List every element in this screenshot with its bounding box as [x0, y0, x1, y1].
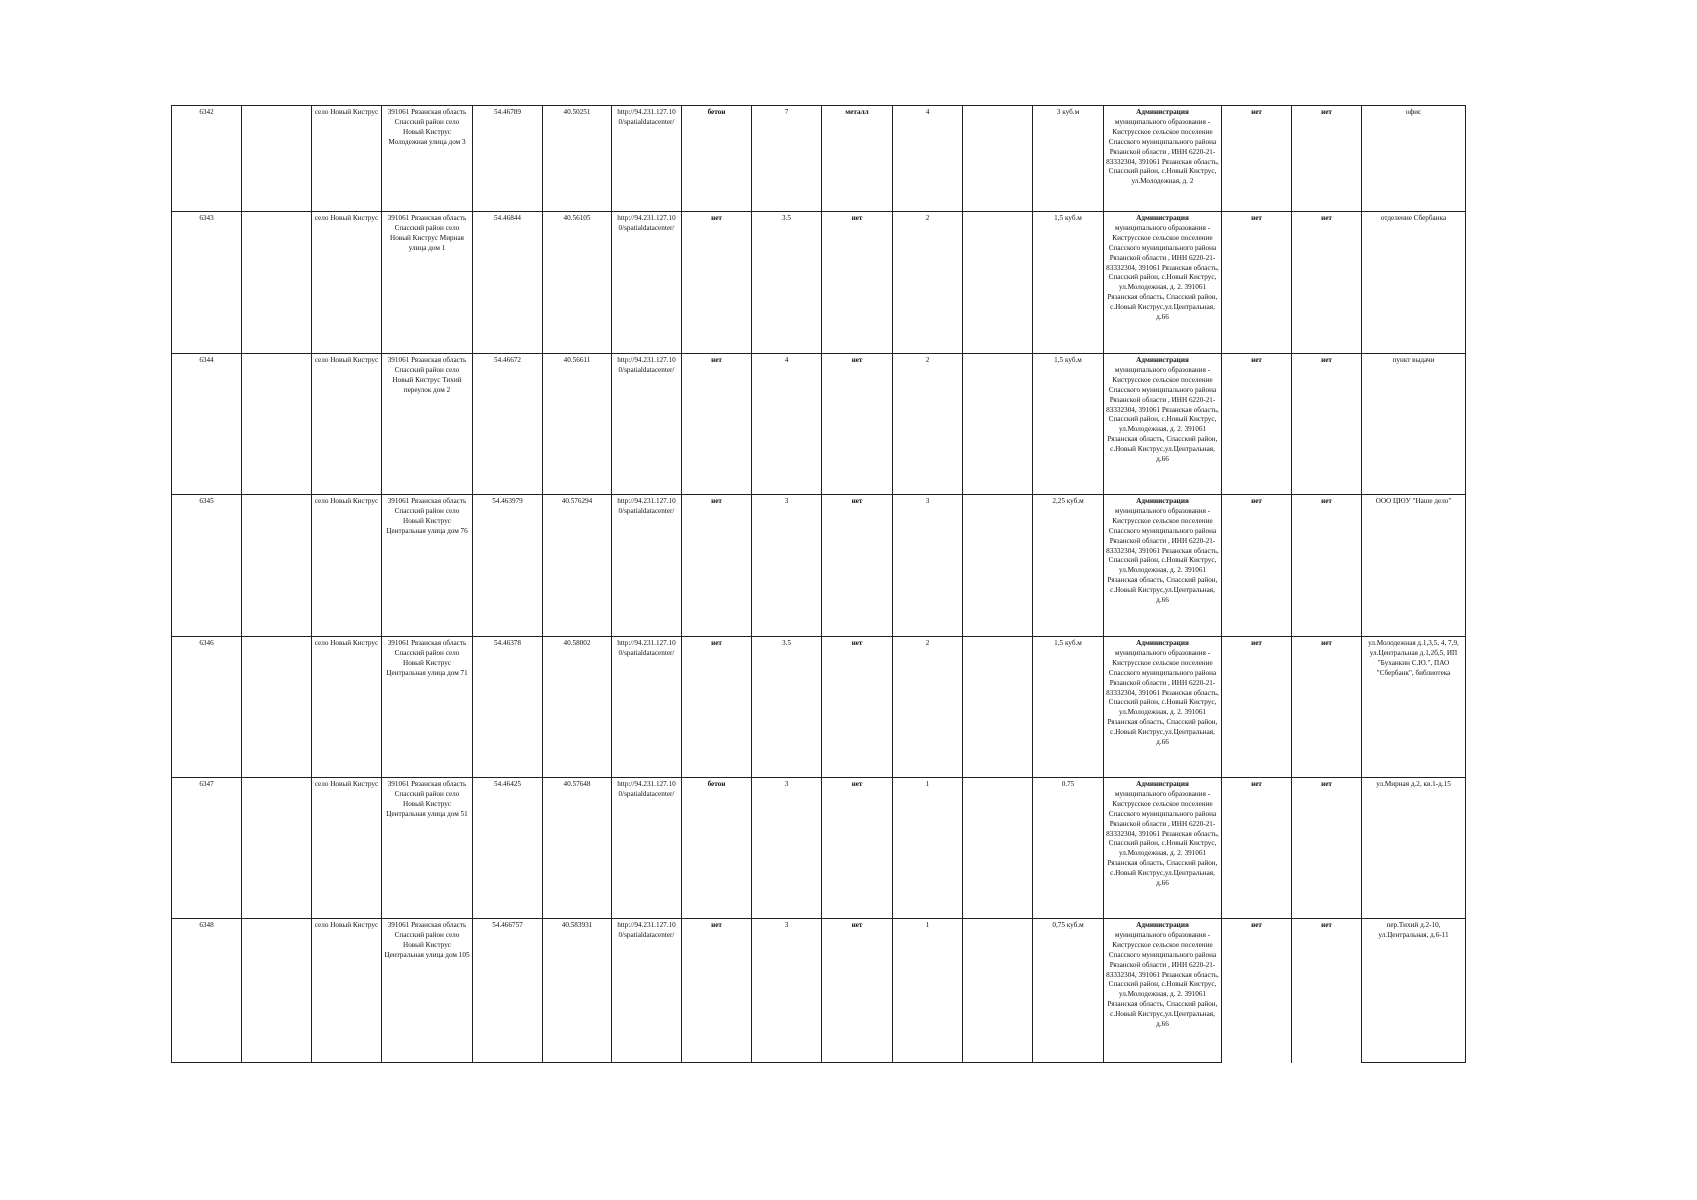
cell-owner — [1104, 212, 1222, 354]
cell-record-number: 6345 — [172, 495, 242, 637]
cell-map-url: http://94.231.127.10 0/spatialdatacenter/ — [612, 778, 682, 919]
cell-container-count: 2 — [893, 354, 963, 495]
cell-sources: офис — [1362, 106, 1466, 212]
cell-record-number: 6347 — [172, 778, 242, 919]
owner-heading: Администрация — [1136, 214, 1189, 222]
cell-surface: нет — [682, 495, 752, 637]
cell-container-count: 4 — [893, 106, 963, 212]
cell-flag-1: нет — [1222, 778, 1292, 919]
cell-sources: отделение Сбербанка — [1362, 212, 1466, 354]
cell-area: 3.5 — [752, 637, 822, 778]
owner-details: муниципального образования - Киструсское сельское поселение Спасского муниципального района Рязанской области , ИНН 6220-21-83332304, 391061 Рязанская область, Спасский район, с.Новый Киструс, ул.Молодежная, д. 2. 391061 Рязанская область, Спасский район, с.Новый Киструс,ул.Центральная, д.66 — [1106, 365, 1219, 464]
cell-settlement: село Новый Киструс — [312, 106, 382, 212]
cell-cover: нет — [822, 354, 893, 495]
cell-record-number: 6346 — [172, 637, 242, 778]
cell-empty-2 — [963, 212, 1033, 354]
cell-empty-2 — [963, 354, 1033, 495]
cell-empty — [242, 637, 312, 778]
cell-volume: 3 куб.м — [1033, 106, 1104, 212]
cell-settlement: село Новый Киструс — [312, 919, 382, 1063]
table-row — [172, 637, 1466, 778]
cell-record-number: 6348 — [172, 919, 242, 1063]
cell-empty-2 — [963, 778, 1033, 919]
cell-volume: 2,25 куб.м — [1033, 495, 1104, 637]
cell-owner — [1104, 778, 1222, 919]
cell-sources: ул.Мирная д.2, кв.1-д.15 — [1362, 778, 1466, 919]
table-row — [172, 106, 1466, 212]
cell-map-url: http://94.231.127.10 0/spatialdatacenter/ — [612, 637, 682, 778]
cell-address: 391061 Рязанская область Спасский район село Новый Киструс Центральная улица дом 76 — [382, 495, 473, 637]
owner-heading: Администрация — [1136, 921, 1189, 929]
cell-flag-2: нет — [1292, 354, 1362, 495]
cell-address: 391061 Рязанская область Спасский район село Новый Киструс Центральная улица дом 51 — [382, 778, 473, 919]
cell-settlement: село Новый Киструс — [312, 637, 382, 778]
cell-container-count: 2 — [893, 637, 963, 778]
cell-empty-2 — [963, 919, 1033, 1063]
cell-cover: нет — [822, 637, 893, 778]
owner-heading: Администрация — [1136, 639, 1189, 647]
cell-empty-2 — [963, 106, 1033, 212]
cell-surface: бетон — [682, 106, 752, 212]
cell-area: 3 — [752, 778, 822, 919]
cell-map-url: http://94.231.127.10 0/spatialdatacenter/ — [612, 919, 682, 1063]
cell-longitude: 40.58002 — [543, 637, 612, 778]
cell-sources: пер.Тихий д.2-10, ул.Центральная, д.6-11 — [1362, 919, 1466, 1063]
table-row — [172, 212, 1466, 354]
cell-flag-1: нет — [1222, 106, 1292, 212]
cell-longitude: 40.56105 — [543, 212, 612, 354]
cell-flag-1: нет — [1222, 495, 1292, 637]
cell-map-url: http://94.231.127.10 0/spatialdatacenter/ — [612, 212, 682, 354]
cell-flag-2: нет — [1292, 495, 1362, 637]
table-row — [172, 495, 1466, 637]
cell-volume: 1,5 куб.м — [1033, 212, 1104, 354]
cell-owner — [1104, 637, 1222, 778]
owner-heading: Администрация — [1136, 780, 1189, 788]
cell-latitude: 54.46378 — [473, 637, 543, 778]
cell-owner — [1104, 495, 1222, 637]
cell-sources: пункт выдачи — [1362, 354, 1466, 495]
owner-details: муниципального образования - Киструсское сельское поселение Спасского муниципального района Рязанской области , ИНН 6220-21-83332304, 391061 Рязанская область, Спасский район, с.Новый Киструс, ул.Молодежная, д. 2. 391061 Рязанская область, Спасский район, с.Новый Киструс,ул.Центральная, д.66 — [1106, 930, 1219, 1029]
cell-address: 391061 Рязанская область Спасский район село Новый Киструс Тихий переулок дом 2 — [382, 354, 473, 495]
cell-flag-2: нет — [1292, 212, 1362, 354]
owner-heading: Администрация — [1136, 497, 1189, 505]
cell-area: 4 — [752, 354, 822, 495]
cell-volume: 1,5 куб.м — [1033, 354, 1104, 495]
cell-settlement: село Новый Киструс — [312, 354, 382, 495]
cell-empty — [242, 778, 312, 919]
cell-cover: нет — [822, 778, 893, 919]
owner-details: муниципального образования - Киструсское сельское поселение Спасского муниципального района Рязанской области , ИНН 6220-21-83332304, 391061 Рязанская область, Спасский район, с.Новый Киструс, ул.Молодежная, д. 2. 391061 Рязанская область, Спасский район, с.Новый Киструс,ул.Центральная, д.66 — [1106, 789, 1219, 888]
cell-settlement: село Новый Киструс — [312, 778, 382, 919]
cell-flag-2: нет — [1292, 778, 1362, 919]
cell-empty — [242, 354, 312, 495]
cell-owner — [1104, 354, 1222, 495]
cell-longitude: 40.50251 — [543, 106, 612, 212]
cell-record-number: 6343 — [172, 212, 242, 354]
cell-area: 3 — [752, 919, 822, 1063]
cell-surface: нет — [682, 637, 752, 778]
cell-empty — [242, 919, 312, 1063]
cell-longitude: 40.56611 — [543, 354, 612, 495]
cell-latitude: 54.466757 — [473, 919, 543, 1063]
cell-owner — [1104, 106, 1222, 212]
cell-map-url: http://94.231.127.10 0/spatialdatacenter/ — [612, 354, 682, 495]
cell-surface: нет — [682, 919, 752, 1063]
cell-latitude: 54.46672 — [473, 354, 543, 495]
cell-flag-1: нет — [1222, 919, 1292, 1063]
cell-volume: 0,75 куб.м — [1033, 919, 1104, 1063]
owner-details: муниципального образования - Киструсское сельское поселение Спасского муниципального района Рязанской области , ИНН 6220-21-83332304, 391061 Рязанская область, Спасский район, с.Новый Киструс, ул.Молодежная, д. 2 — [1106, 117, 1219, 186]
cell-map-url: http://94.231.127.10 0/spatialdatacenter/ — [612, 495, 682, 637]
cell-area: 3.5 — [752, 212, 822, 354]
cell-flag-1: нет — [1222, 212, 1292, 354]
owner-heading: Администрация — [1136, 356, 1189, 364]
cell-flag-2: нет — [1292, 637, 1362, 778]
cell-settlement: село Новый Киструс — [312, 212, 382, 354]
cell-flag-1: нет — [1222, 637, 1292, 778]
cell-empty — [242, 106, 312, 212]
cell-settlement: село Новый Киструс — [312, 495, 382, 637]
cell-latitude: 54.46425 — [473, 778, 543, 919]
cell-surface: нет — [682, 354, 752, 495]
cell-empty-2 — [963, 495, 1033, 637]
cell-surface: бетон — [682, 778, 752, 919]
table-row — [172, 919, 1466, 1063]
owner-heading: Администрация — [1136, 108, 1189, 116]
cell-area: 3 — [752, 495, 822, 637]
cell-record-number: 6342 — [172, 106, 242, 212]
cell-container-count: 1 — [893, 778, 963, 919]
cell-latitude: 54.463979 — [473, 495, 543, 637]
cell-longitude: 40.57648 — [543, 778, 612, 919]
cell-latitude: 54.46789 — [473, 106, 543, 212]
cell-flag-2: нет — [1292, 106, 1362, 212]
table-row — [172, 778, 1466, 919]
cell-container-count: 2 — [893, 212, 963, 354]
cell-longitude: 40.576294 — [543, 495, 612, 637]
cell-volume: 0.75 — [1033, 778, 1104, 919]
registry-table — [171, 105, 1466, 1063]
cell-cover: нет — [822, 212, 893, 354]
cell-address: 391061 Рязанская область Спасский район село Новый Киструс Центральная улица дом 105 — [382, 919, 473, 1063]
cell-sources: ул.Молодежная д.1,3,5, 4, 7,9, ул.Центральная д.1,2б,5, ИП "Буханкин С.Ю.", ПАО "Сбербанк", библиотека — [1362, 637, 1466, 778]
owner-details: муниципального образования - Киструсское сельское поселение Спасского муниципального района Рязанской области , ИНН 6220-21-83332304, 391061 Рязанская область, Спасский район, с.Новый Киструс, ул.Молодежная, д. 2. 391061 Рязанская область, Спасский район, с.Новый Киструс,ул.Центральная, д.66 — [1106, 648, 1219, 747]
cell-container-count: 3 — [893, 495, 963, 637]
cell-empty — [242, 495, 312, 637]
cell-latitude: 54.46844 — [473, 212, 543, 354]
cell-volume: 1,5 куб.м — [1033, 637, 1104, 778]
cell-flag-1: нет — [1222, 354, 1292, 495]
cell-flag-2: нет — [1292, 919, 1362, 1063]
cell-map-url: http://94.231.127.10 0/spatialdatacenter/ — [612, 106, 682, 212]
cell-container-count: 1 — [893, 919, 963, 1063]
cell-record-number: 6344 — [172, 354, 242, 495]
cell-cover: нет — [822, 495, 893, 637]
cell-owner — [1104, 919, 1222, 1063]
table-body — [172, 106, 1466, 1063]
cell-longitude: 40.583931 — [543, 919, 612, 1063]
cell-area: 7 — [752, 106, 822, 212]
table-row — [172, 354, 1466, 495]
cell-sources: ООО ЦЮУ "Наше дело" — [1362, 495, 1466, 637]
cell-address: 391061 Рязанская область Спасский район село Новый Киструс Центральная улица дом 71 — [382, 637, 473, 778]
owner-details: муниципального образования - Киструсское сельское поселение Спасского муниципального района Рязанской области , ИНН 6220-21-83332304, 391061 Рязанская область, Спасский район, с.Новый Киструс, ул.Молодежная, д. 2. 391061 Рязанская область, Спасский район, с.Новый Киструс,ул.Центральная, д.66 — [1106, 506, 1219, 605]
cell-address: 391061 Рязанская область Спасский район село Новый Киструс Молодежная улица дом 3 — [382, 106, 473, 212]
cell-empty — [242, 212, 312, 354]
cell-cover: нет — [822, 919, 893, 1063]
cell-surface: нет — [682, 212, 752, 354]
owner-details: муниципального образования - Киструсское сельское поселение Спасского муниципального района Рязанской области , ИНН 6220-21-83332304, 391061 Рязанская область, Спасский район, с.Новый Киструс, ул.Молодежная, д. 2. 391061 Рязанская область, Спасский район, с.Новый Киструс,ул.Центральная, д.66 — [1106, 223, 1219, 322]
cell-cover: металл — [822, 106, 893, 212]
cell-address: 391061 Рязанская область Спасский район село Новый Киструс Мирная улица дом 1 — [382, 212, 473, 354]
cell-empty-2 — [963, 637, 1033, 778]
